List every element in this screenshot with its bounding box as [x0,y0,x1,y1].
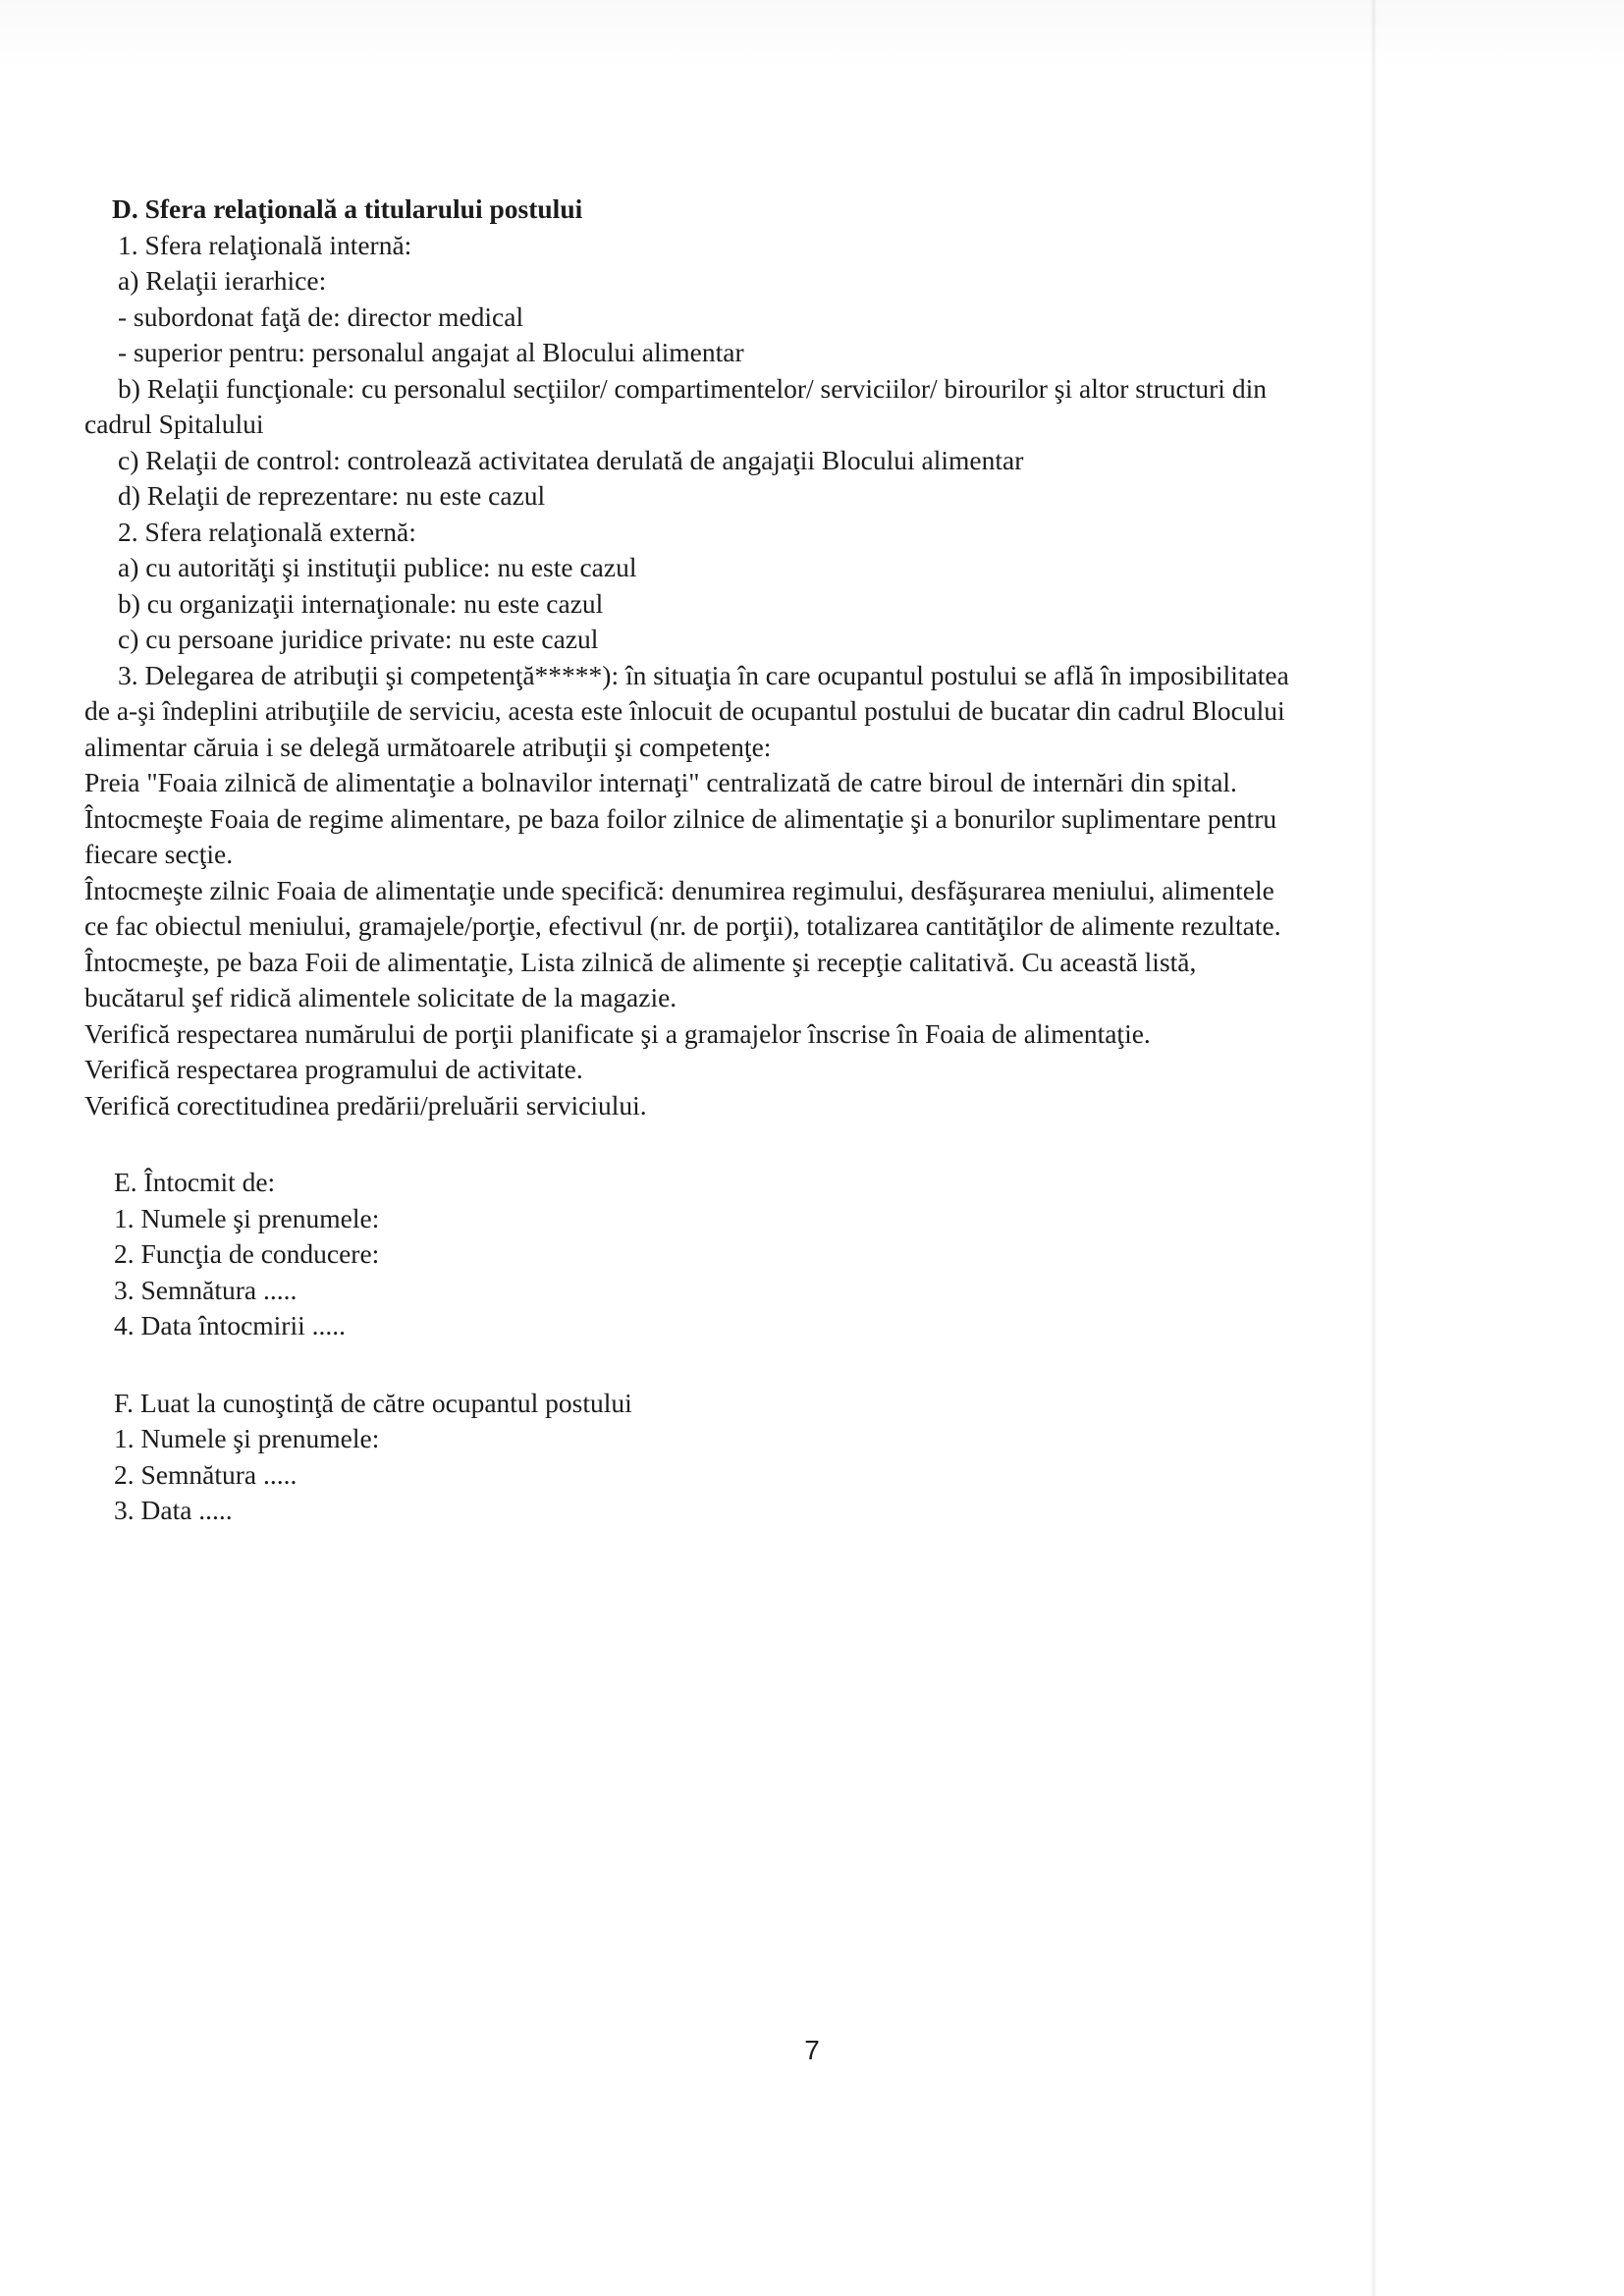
duty-line: Verifică respectarea programului de activitate. [84,1054,583,1084]
prepared-by-item: 2. Funcţia de conducere: [114,1238,380,1269]
delegation-line-3: alimentar căruia i se delegă următoarele atribuţii şi competenţe: [84,731,772,762]
duty-line: Preia "Foaia zilnică de alimentaţie a bolnavilor internaţi" centralizată de catre biroul de internări din spital. [84,767,1237,797]
functional-relations-line-1: b) Relaţii funcţionale: cu personalul secţiilor/ compartimentelor/ serviciilor/ birourilor şi altor structuri din [118,372,1267,404]
section-f-title: F. Luat la cunoştinţă de către ocupantul postului [114,1387,632,1418]
external-international-line: b) cu organizaţii internaţionale: nu este cazul [118,587,604,619]
duty-line: Întocmeşte Foaia de regime alimentare, pe baza foilor zilnice de alimentaţie şi a bonurilor suplimentare pentru [84,802,1277,834]
duty-line: ce fac obiectul meniului, gramajele/porţie, efectivul (nr. de porţii), totalizarea cantităţilor de alimente rezultate. [84,910,1281,941]
prepared-by-item: 4. Data întocmirii ..... [114,1310,346,1340]
prepared-by-item: 3. Semnătura ..... [114,1274,298,1305]
scan-shading-top [0,0,1624,69]
duty-line: fiecare secţie. [84,839,234,869]
acknowledged-item: 3. Data ..... [114,1495,233,1525]
superior-line: - superior pentru: personalul angajat al Blocului alimentar [118,337,744,367]
section-spacer [84,1123,1479,1165]
duty-line: Verifică corectitudinea predării/preluării serviciului. [84,1089,647,1121]
representation-relations-line: d) Relaţii de reprezentare: nu este cazul [118,480,546,511]
duty-line: Întocmeşte, pe baza Foii de alimentaţie, Lista zilnică de alimente şi recepţie calitativă. Cu această listă, [84,946,1197,977]
prepared-by-item: 1. Numele şi prenumele: [114,1202,380,1233]
control-relations-line: c) Relaţii de control: controlează activitatea derulată de angajaţii Blocului alimentar [118,444,1024,475]
duty-line: bucătarul şef ridică alimentele solicitate de la magazie. [84,982,677,1012]
subordinate-line: - subordonat faţă de: director medical [118,301,524,332]
external-sphere-title: 2. Sfera relaţională externă: [118,516,416,547]
external-private-line: c) cu persoane juridice private: nu este cazul [118,624,599,654]
duty-line: Întocmeşte zilnic Foaia de alimentaţie unde specifică: denumirea regimului, desfăşurarea meniului, alimentele [84,874,1274,905]
section-d-heading: D. Sfera relaţională a titularului postului [112,193,583,224]
page-number: 7 [804,2035,820,2065]
acknowledged-item: 2. Semnătura ..... [114,1458,298,1490]
delegation-line-2: de a-şi îndeplini atribuţiile de serviciu, acesta este înlocuit de ocupantul postului de bucatar din cadrul Blocului [84,695,1285,726]
internal-sphere-title: 1. Sfera relaţională internă: [118,229,412,260]
hierarchical-relations-title: a) Relaţii ierarhice: [118,265,327,296]
section-e-title: E. Întocmit de: [114,1167,276,1197]
functional-relations-line-2: cadrul Spitalului [84,409,264,439]
duty-line: Verifică respectarea numărului de porţii planificate şi a gramajelor înscrise în Foaia de alimentaţie. [84,1017,1151,1049]
section-spacer [84,1344,1479,1386]
document-page [84,191,1479,1529]
external-authorities-line: a) cu autorităţi şi instituţii publice: nu este cazul [118,552,637,582]
acknowledged-item: 1. Numele şi prenumele: [114,1423,380,1453]
delegation-line-1: 3. Delegarea de atribuţii şi competenţă*****): în situaţia în care ocupantul postului se află în imposibilitatea [118,659,1289,690]
